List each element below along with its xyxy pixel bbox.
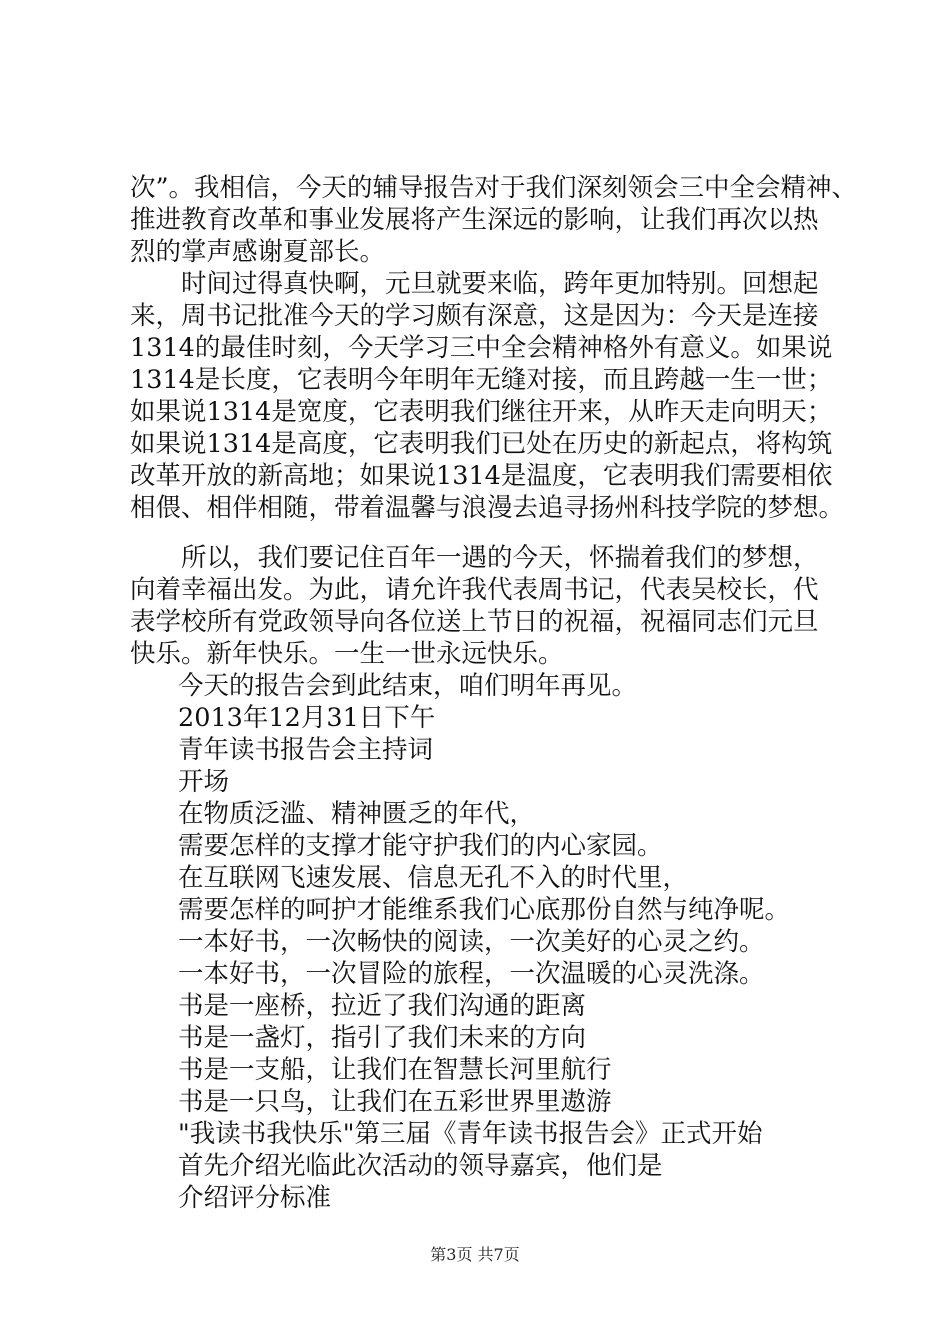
text-line: 所以，我们要记住百年一遇的今天，怀揣着我们的梦想， [130,543,819,573]
text-line: 如果说1314是宽度，它表明我们继往开来，从昨天走向明天； [130,397,833,427]
text-line: 今天的报告会到此结束，咱们明年再见。 [178,671,638,701]
text-line: 改革开放的新高地；如果说1314是温度，它表明我们需要相依 [130,461,833,491]
text-line: 一本好书，一次畅快的阅读，一次美好的心灵之约。 [178,927,765,957]
page-footer: 第3页 共7页 [430,1245,520,1264]
text-line: 需要怎样的支撑才能守护我们的内心家园。 [178,831,663,861]
text-line: 书是一支船，让我们在智慧长河里航行 [178,1055,612,1085]
text-line: 介绍评分标准 [178,1183,332,1213]
text-line: 次”。我相信，今天的辅导报告对于我们深刻领会三中全会精神、 [130,173,858,203]
text-line: 在互联网飞速发展、信息无孔不入的时代里， [178,863,689,893]
text-line: 需要怎样的呵护才能维系我们心底那份自然与纯净呢。 [178,895,791,925]
text-line: 书是一盏灯，指引了我们未来的方向 [178,1023,587,1053]
text-line: 时间过得真快啊，元旦就要来临，跨年更加特别。回想起 [130,269,819,299]
text-line: 书是一只鸟，让我们在五彩世界里遨游 [178,1087,612,1117]
paragraph-blessing [130,542,830,670]
paragraph-closing-thanks [130,172,858,268]
text-line: 一本好书，一次冒险的旅程，一次温暖的心灵洗涤。 [178,959,765,989]
text-line: 首先介绍光临此次活动的领导嘉宾，他们是 [178,1151,663,1181]
text-line: 1314的最佳时刻，今天学习三中全会精神格外有意义。如果说 [130,333,833,363]
text-line: "我读书我快乐"第三届《青年读书报告会》正式开始 [178,1119,763,1149]
section-heading: 开场 [178,767,230,797]
script-lines [178,670,858,1214]
text-line: 相偎、相伴相随，带着温馨与浪漫去追寻扬州科技学院的梦想。 [130,493,845,523]
date-line: 2013年12月31日下午 [178,703,436,733]
text-line: 快乐。新年快乐。一生一世永远快乐。 [130,639,564,669]
text-line: 如果说1314是高度，它表明我们已处在历史的新起点，将构筑 [130,429,833,459]
text-line: 向着幸福出发。为此，请允许我代表周书记，代表吴校长，代 [130,575,819,605]
section-title: 青年读书报告会主持词 [178,735,434,765]
text-line: 推进教育改革和事业发展将产生深远的影响，让我们再次以热 [130,205,819,235]
text-line: 表学校所有党政领导向各位送上节日的祝福，祝福同志们元旦 [130,607,819,637]
text-line: 在物质泛滥、精神匮乏的年代， [178,799,536,829]
text-line: 1314是长度，它表明今年明年无缝对接，而且跨越一生一世； [130,365,833,395]
text-line: 书是一座桥，拉近了我们沟通的距离 [178,991,587,1021]
paragraph-new-year [130,268,845,524]
text-line: 烈的掌声感谢夏部长。 [130,237,386,267]
text-line: 来，周书记批准今天的学习颇有深意，这是因为：今天是连接 [130,301,819,331]
